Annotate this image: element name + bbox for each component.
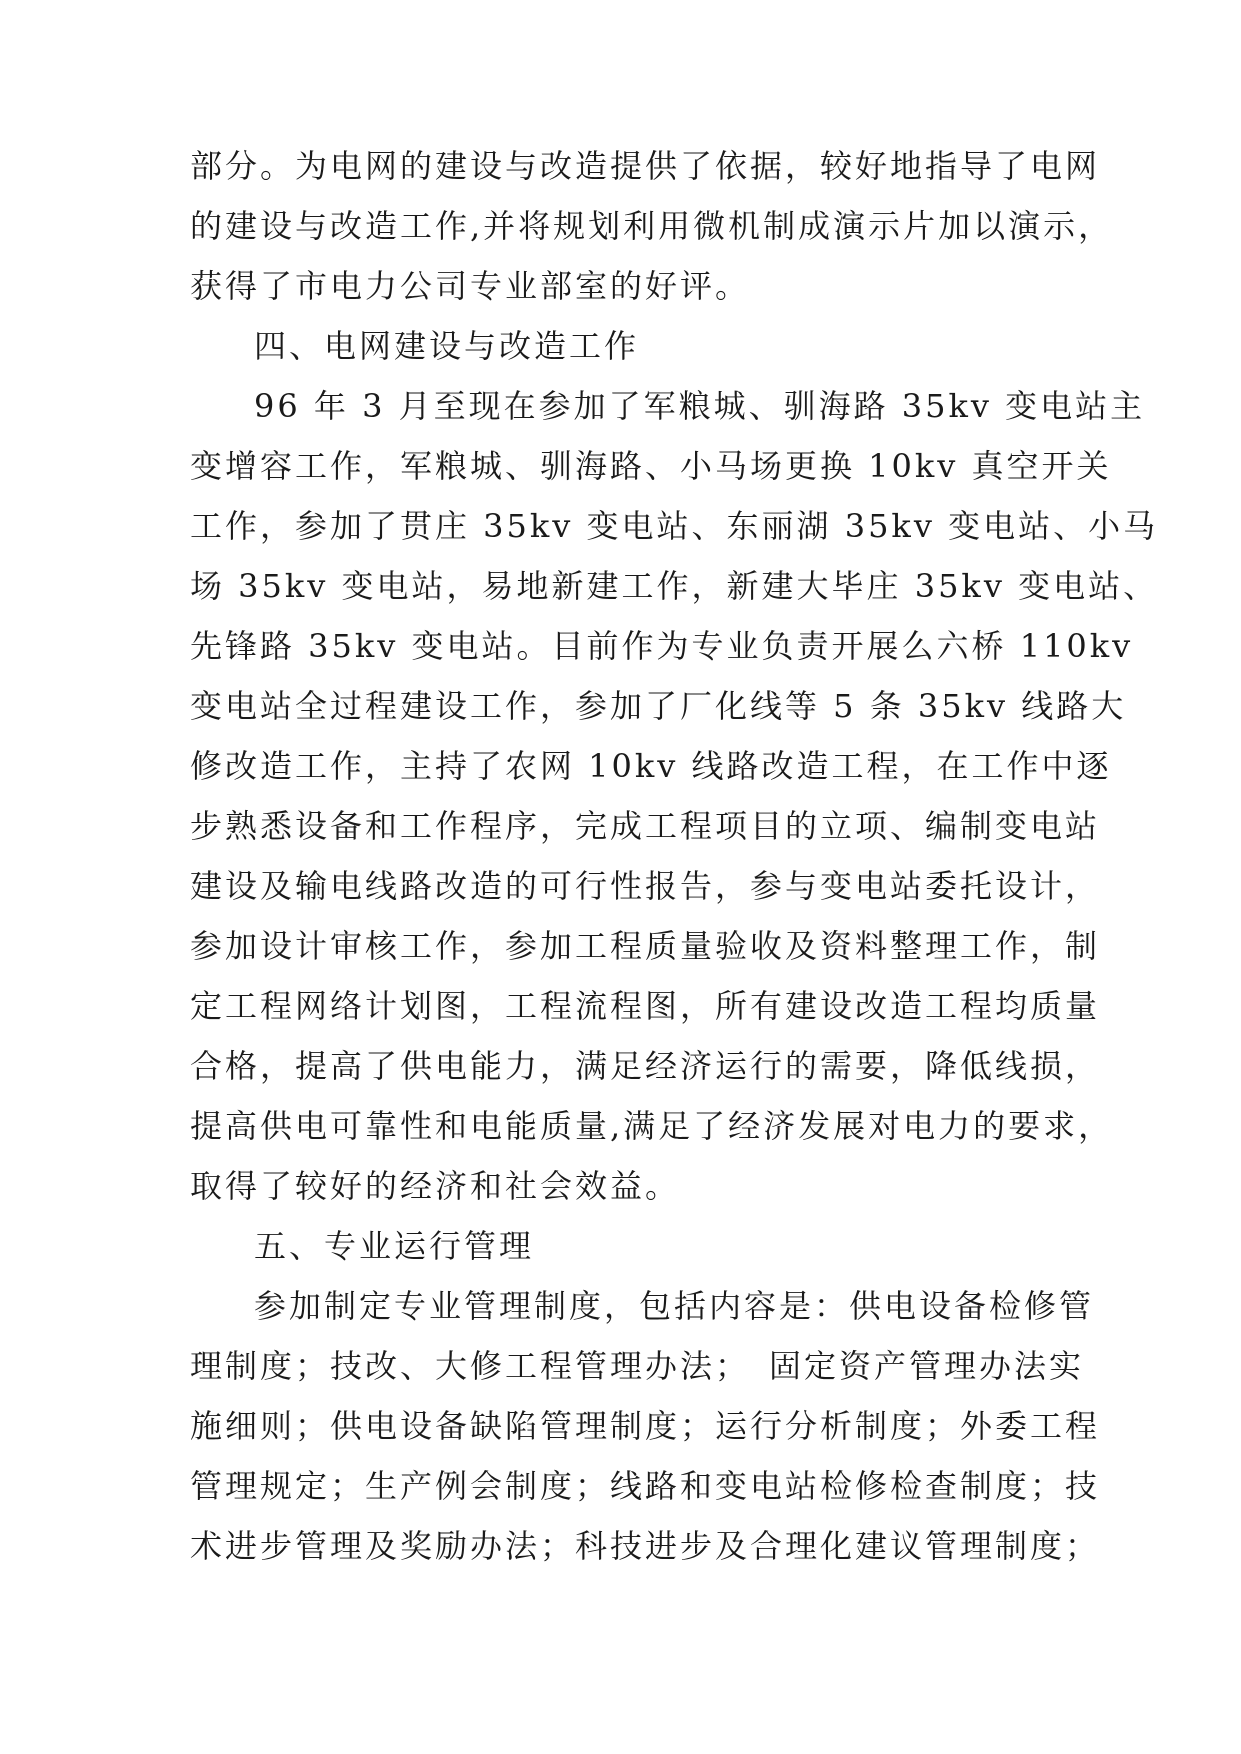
text-line: 获得了市电力公司专业部室的好评。: [190, 267, 751, 305]
document-body: [190, 136, 1159, 1576]
text-line: 部分。为电网的建设与改造提供了依据，较好地指导了电网: [190, 147, 1101, 185]
text-line: 步熟悉设备和工作程序，完成工程项目的立项、编制变电站: [190, 807, 1101, 845]
text-line: 先锋路 35kv 变电站。目前作为专业负责开展么六桥 110kv: [190, 627, 1134, 665]
text-line: 参加设计审核工作，参加工程质量验收及资料整理工作，制: [190, 927, 1101, 965]
text-line: 理制度；技改、大修工程管理办法； 固定资产管理办法实: [190, 1347, 1085, 1385]
text-line: 场 35kv 变电站，易地新建工作，新建大毕庄 35kv 变电站、: [190, 567, 1159, 605]
section-heading: 四、电网建设与改造工作: [254, 327, 640, 365]
text-line: 提高供电可靠性和电能质量,满足了经济发展对电力的要求，: [190, 1107, 1114, 1145]
section-heading: 五、专业运行管理: [254, 1227, 535, 1265]
text-line: 合格，提高了供电能力，满足经济运行的需要，降低线损，: [190, 1047, 1101, 1085]
text-line: 建设及输电线路改造的可行性报告，参与变电站委托设计，: [190, 867, 1101, 905]
text-line: 施细则；供电设备缺陷管理制度；运行分析制度；外委工程: [190, 1407, 1101, 1445]
text-line: 工作，参加了贯庄 35kv 变电站、东丽湖 35kv 变电站、小马: [190, 507, 1159, 545]
text-line: 修改造工作，主持了农网 10kv 线路改造工程，在工作中逐: [190, 747, 1112, 785]
text-line: 术进步管理及奖励办法；科技进步及合理化建议管理制度；: [190, 1527, 1101, 1565]
text-line: 管理规定；生产例会制度；线路和变电站检修检查制度；技: [190, 1467, 1101, 1505]
text-line: 定工程网络计划图，工程流程图，所有建设改造工程均质量: [190, 987, 1101, 1025]
text-line: 变电站全过程建设工作，参加了厂化线等 5 条 35kv 线路大: [190, 687, 1127, 725]
text-line: 变增容工作，军粮城、驯海路、小马场更换 10kv 真空开关: [190, 447, 1112, 485]
text-line: 取得了较好的经济和社会效益。: [190, 1167, 681, 1205]
text-line: 的建设与改造工作,并将规划利用微机制成演示片加以演示，: [190, 207, 1114, 245]
paragraph-first-line: 96 年 3 月至现在参加了军粮城、驯海路 35kv 变电站主: [254, 387, 1146, 425]
paragraph-first-line: 参加制定专业管理制度，包括内容是：供电设备检修管: [254, 1287, 1095, 1325]
